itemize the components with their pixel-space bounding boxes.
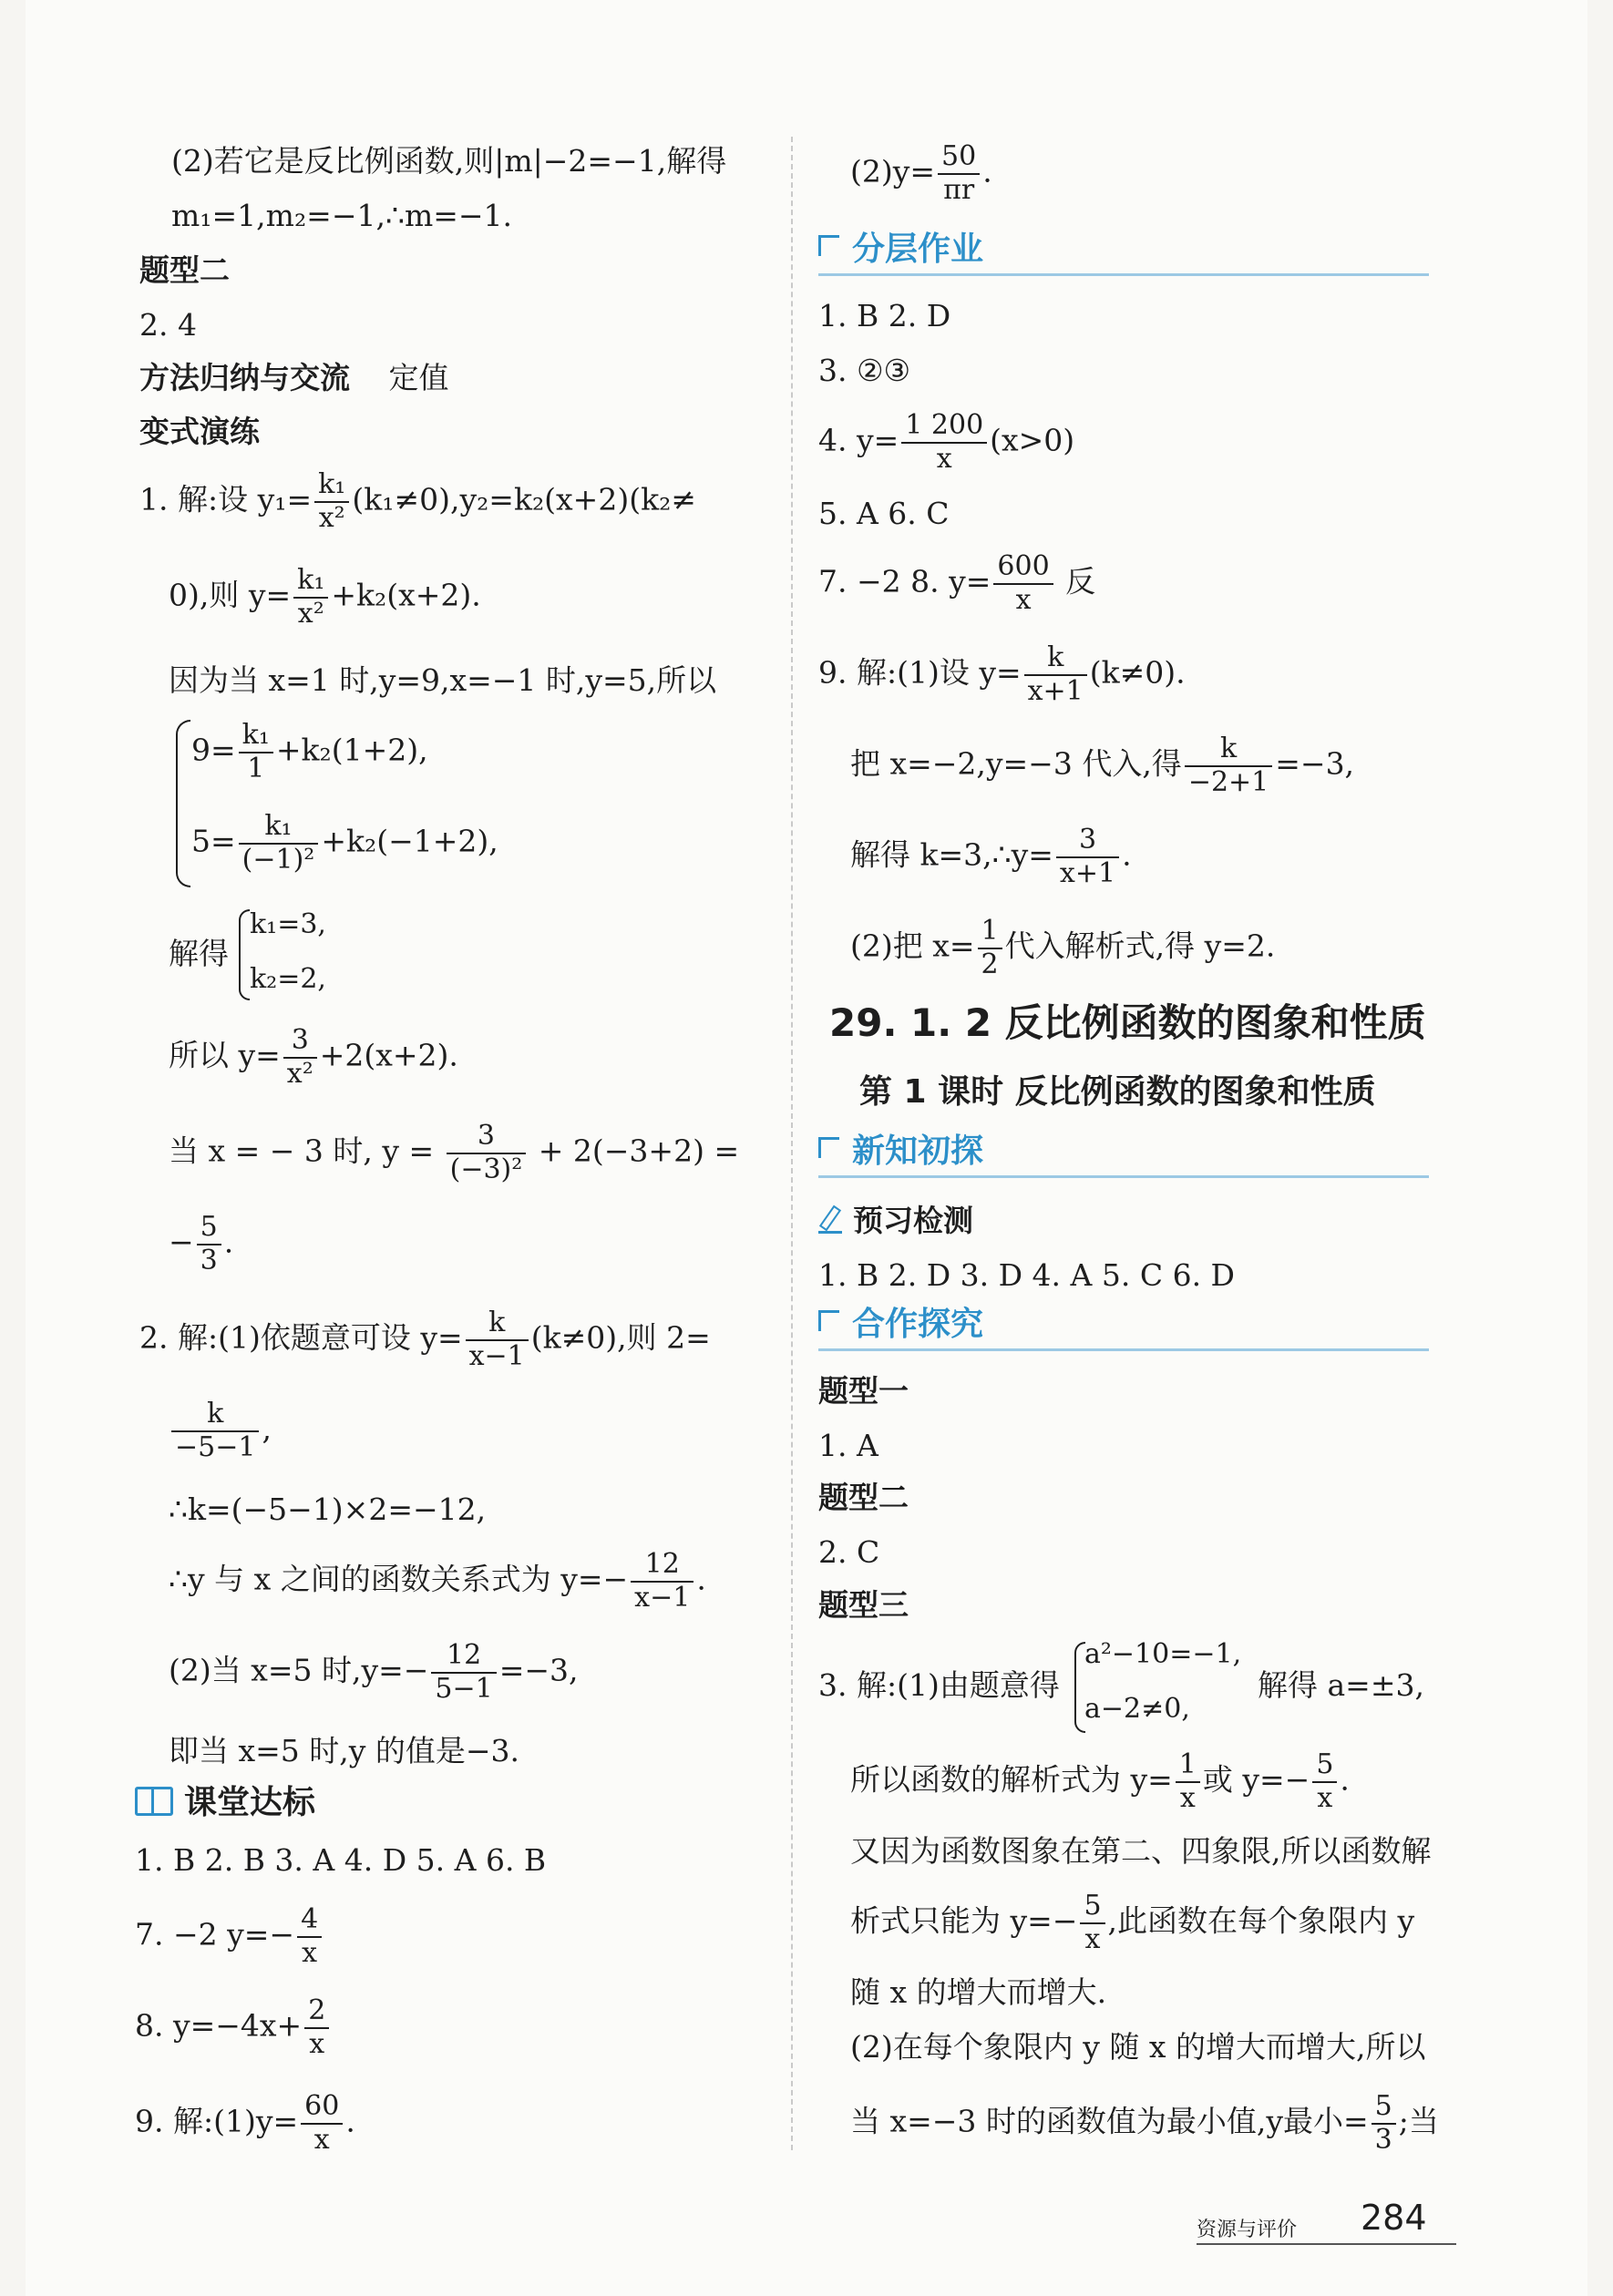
fraction: [1024, 642, 1087, 707]
r-line-functions: [850, 1749, 1350, 1814]
solution-brace: [239, 909, 250, 1000]
text: 9. 解:(1)y=: [135, 2103, 299, 2139]
denominator: x−1: [468, 1339, 525, 1372]
fraction: [431, 1640, 496, 1705]
r-answer-type1: 1. A: [818, 1428, 878, 1463]
text: (k₁≠0),y₂=k₂(x+2)(k₂≠: [352, 481, 696, 518]
r-line-solve: [850, 825, 1132, 889]
method-value: 定值: [388, 360, 449, 395]
text: .: [696, 1561, 706, 1597]
q1-line-3: 因为当 x=1 时,y=9,x=−1 时,y=5,所以: [169, 662, 717, 698]
text: +k₂(x+2).: [331, 577, 481, 613]
fraction: [1185, 733, 1272, 798]
numerator: k: [466, 1307, 529, 1341]
numerator: 5: [1080, 1891, 1104, 1924]
heading-variant: 变式演练: [139, 414, 260, 449]
when-line: [169, 1121, 739, 1185]
subsection-title: 预习检测: [853, 1203, 973, 1238]
section-marker-icon: [818, 1137, 839, 1158]
denominator: x: [302, 1936, 318, 1969]
text: 代入解析式,得 y=2.: [1004, 928, 1276, 964]
when-line-2: [169, 1212, 233, 1276]
numerator: 5: [197, 1212, 221, 1245]
numerator: 12: [631, 1549, 693, 1583]
section-marker-icon: [818, 1310, 839, 1331]
numerator: k₁: [314, 469, 349, 503]
r-answer-type2: 2. C: [818, 1534, 880, 1570]
heading-type-2: 题型二: [818, 1480, 909, 1515]
text: 4. y=: [818, 422, 899, 458]
q2-line-5: [169, 1640, 579, 1705]
footer-label: 资源与评价: [1197, 2219, 1298, 2241]
text: +k₂(−1+2),: [321, 823, 498, 859]
column-divider: [791, 137, 793, 2150]
fraction: [297, 1904, 322, 1969]
r-line-substitute: [850, 733, 1354, 798]
fraction: [197, 1212, 221, 1276]
section-title: 新知初探: [852, 1133, 984, 1170]
numerator: 3: [1056, 825, 1119, 858]
fraction: [314, 469, 349, 534]
r-answers-5: 5. A 6. C: [818, 496, 950, 531]
q2-line-1: [139, 1307, 711, 1372]
answer-line: 2. 4: [139, 307, 197, 343]
r-line-minimum: [850, 2091, 1439, 2156]
numerator: k₁: [239, 811, 319, 845]
numerator: 50: [938, 141, 980, 175]
text: 1. 解:设 y₁=: [139, 481, 313, 518]
text: .: [982, 153, 992, 190]
r-q3-solve: 解得 a=±3,: [1258, 1667, 1424, 1703]
denominator: x+1: [1027, 674, 1084, 707]
text: =−3,: [498, 1652, 579, 1688]
numerator: k₁: [239, 720, 273, 753]
denominator: x: [1179, 1781, 1196, 1814]
section-underline: [818, 1175, 1429, 1178]
q1-line-2: [169, 565, 481, 630]
r-answer-9: [818, 642, 1186, 707]
text: .: [1340, 1761, 1350, 1798]
section-title: 合作探究: [852, 1306, 984, 1343]
text-line: m₁=1,m₂=−1,∴m=−1.: [171, 198, 513, 233]
numerator: 5: [1312, 1749, 1337, 1783]
text: 所以函数的解析式为 y=: [850, 1761, 1173, 1798]
r-line-1: [850, 141, 992, 206]
r-answer-4: [818, 410, 1074, 475]
page-number: 284: [1361, 2198, 1427, 2238]
text: 7. −2 y=−: [135, 1916, 295, 1953]
denominator: 2: [981, 948, 999, 980]
text: 当 x=−3 时的函数值为最小值,y最小=: [850, 2103, 1369, 2139]
fraction: [283, 1025, 317, 1090]
r-q3-sys-2: a−2≠0,: [1084, 1693, 1190, 1725]
system-eq-1: [191, 720, 428, 784]
heading-type-1: 题型一: [818, 1373, 909, 1409]
numerator: 1 200: [901, 410, 987, 444]
numerator: 1: [978, 916, 1002, 949]
r-q3-sys-1: a²−10=−1,: [1084, 1638, 1242, 1670]
r-answer-7-8: [818, 551, 1095, 616]
solve-label: 解得: [169, 936, 229, 971]
answers-line: 1. B 2. B 3. A 4. D 5. A 6. B: [135, 1842, 547, 1878]
denominator: −2+1: [1187, 765, 1269, 798]
section-marker-icon: [818, 235, 839, 256]
r-answers-3: 3. ②③: [818, 353, 911, 388]
text: 把 x=−2,y=−3 代入,得: [850, 745, 1182, 782]
text: −: [169, 1224, 194, 1260]
numerator: k₁: [293, 565, 328, 599]
r-answers-preview: 1. B 2. D 3. D 4. A 5. C 6. D: [818, 1257, 1236, 1293]
answer-8: [135, 1995, 332, 2060]
fraction: [447, 1121, 527, 1185]
fraction: [1312, 1749, 1337, 1814]
denominator: 3: [1374, 2123, 1392, 2156]
solution-k1: k₁=3,: [250, 908, 326, 940]
section-cooperative-inquiry: [818, 1303, 983, 1348]
fraction: [239, 720, 273, 784]
text: .: [223, 1224, 234, 1260]
text: 9. 解:(1)设 y=: [818, 654, 1022, 691]
text: +2(x+2).: [319, 1037, 458, 1073]
pencil-icon: [818, 1207, 842, 1234]
text: 解得 k=3,∴y=: [850, 836, 1053, 873]
book-icon: [135, 1787, 173, 1816]
q2-line-2: [169, 1399, 272, 1463]
section-underline: [818, 1348, 1429, 1351]
text: 2. 解:(1)依题意可设 y=: [139, 1319, 463, 1356]
denominator: x: [309, 2027, 325, 2060]
text: ;当: [1398, 2103, 1439, 2139]
section-underline: [818, 273, 1429, 276]
denominator: (−1)²: [241, 843, 315, 876]
text: (x>0): [990, 422, 1075, 458]
denominator: x: [936, 442, 952, 475]
heading-type-2: 题型二: [139, 252, 230, 288]
system-brace: [176, 720, 190, 887]
denominator: x²: [286, 1057, 313, 1090]
chapter-title: 29. 1. 2 反比例函数的图象和性质: [829, 1000, 1426, 1045]
numerator: 60: [301, 2091, 343, 2125]
denominator: 1: [247, 752, 265, 784]
text: .: [345, 2103, 355, 2139]
fraction: [1080, 1891, 1104, 1955]
text: ,: [262, 1410, 272, 1447]
numerator: 3: [447, 1121, 527, 1154]
numerator: 1: [1176, 1749, 1200, 1783]
denominator: 5−1: [435, 1672, 493, 1705]
result-line: [169, 1025, 458, 1090]
section-title: 分层作业: [852, 231, 984, 268]
numerator: 2: [304, 1995, 329, 2029]
fraction: [466, 1307, 529, 1372]
page: [26, 0, 1587, 2296]
text: 9=: [191, 732, 236, 768]
system-eq-2: [191, 811, 498, 876]
text: 8. y=−4x+: [135, 2007, 303, 2044]
lesson-title: 第 1 课时 反比例函数的图象和性质: [859, 1073, 1376, 1111]
text: ∴y 与 x 之间的函数关系式为 y=−: [169, 1561, 629, 1597]
numerator: 3: [283, 1025, 317, 1059]
denominator: πr: [943, 173, 975, 206]
fraction: [1056, 825, 1119, 889]
r-answers-1: 1. B 2. D: [818, 298, 951, 333]
text: =−3,: [1275, 745, 1355, 782]
denominator: x+1: [1059, 856, 1116, 889]
answer-9: [135, 2091, 355, 2156]
text: ,此函数在每个象限内 y: [1107, 1902, 1415, 1939]
numerator: k: [1185, 733, 1272, 767]
text: + 2(−3+2) =: [529, 1133, 740, 1169]
text: (k≠0),则 2=: [530, 1319, 711, 1356]
denominator: x²: [297, 597, 324, 630]
denominator: x²: [318, 501, 345, 534]
heading-method: 方法归纳与交流: [139, 360, 350, 395]
answer-7: [135, 1904, 324, 1969]
text: 0),则 y=: [169, 577, 292, 613]
text: (2)把 x=: [850, 928, 975, 964]
text: 反: [1055, 563, 1096, 600]
denominator: 3: [200, 1244, 218, 1276]
numerator: k: [1024, 642, 1087, 676]
denominator: x: [1317, 1781, 1333, 1814]
method-line: [139, 358, 449, 399]
numerator: 12: [431, 1640, 496, 1674]
text: 7. −2 8. y=: [818, 563, 991, 600]
r-line-part2: [850, 916, 1275, 980]
fraction: [171, 1399, 259, 1463]
footer-rule: [1197, 2243, 1456, 2245]
q2-line-4: [169, 1549, 706, 1614]
numerator: 600: [993, 551, 1053, 585]
text: .: [1122, 836, 1132, 873]
section-title: 课堂达标: [184, 1784, 316, 1821]
section-new-knowledge: [818, 1130, 983, 1174]
r-line-only: [850, 1891, 1414, 1955]
fraction: [978, 916, 1002, 980]
text: (2)y=: [850, 153, 936, 190]
fraction: [301, 2091, 343, 2156]
numerator: 4: [297, 1904, 322, 1938]
r-line-part2: (2)在每个象限内 y 随 x 的增大而增大,所以: [850, 2029, 1426, 2065]
denominator: x: [313, 2123, 330, 2156]
q2-line-6: 即当 x=5 时,y 的值是−3.: [169, 1733, 519, 1768]
text: 当 x = − 3 时, y =: [169, 1133, 444, 1169]
text-line: (2)若它是反比例函数,则|m|−2=−1,解得: [171, 143, 727, 179]
text: 析式只能为 y=−: [850, 1902, 1078, 1939]
denominator: −5−1: [175, 1430, 256, 1463]
section-class-standard: [135, 1781, 315, 1826]
numerator: 5: [1372, 2091, 1396, 2125]
heading-type-3: 题型三: [818, 1587, 909, 1623]
fraction: [239, 811, 319, 876]
r-line-quadrants: 又因为函数图象在第二、四象限,所以函数解: [850, 1833, 1432, 1869]
text: 5=: [191, 823, 236, 859]
fraction: [631, 1549, 693, 1614]
text: +k₂(1+2),: [275, 732, 428, 768]
fraction: [993, 551, 1053, 616]
denominator: x: [1084, 1922, 1101, 1955]
fraction: [938, 141, 980, 206]
q2-line-3: ∴k=(−5−1)×2=−12,: [169, 1491, 487, 1527]
fraction: [1176, 1749, 1200, 1814]
solution-k2: k₂=2,: [250, 963, 326, 995]
fraction: [901, 410, 987, 475]
q1-line-1: [139, 469, 696, 534]
denominator: (−3)²: [449, 1153, 523, 1185]
text: (2)当 x=5 时,y=−: [169, 1652, 429, 1688]
text: (k≠0).: [1089, 654, 1186, 691]
section-layered-homework: [818, 228, 983, 272]
denominator: x−1: [634, 1581, 691, 1614]
fraction: [1372, 2091, 1396, 2156]
r-q3-label: 3. 解:(1)由题意得: [818, 1667, 1060, 1703]
text: 所以 y=: [169, 1037, 281, 1073]
text: 或 y=−: [1202, 1761, 1310, 1798]
fraction: [293, 565, 328, 630]
numerator: k: [171, 1399, 259, 1432]
denominator: x: [1015, 583, 1032, 616]
subsection-preview: [818, 1201, 973, 1242]
r-line-increase: 随 x 的增大而增大.: [850, 1974, 1107, 2010]
fraction: [304, 1995, 329, 2060]
